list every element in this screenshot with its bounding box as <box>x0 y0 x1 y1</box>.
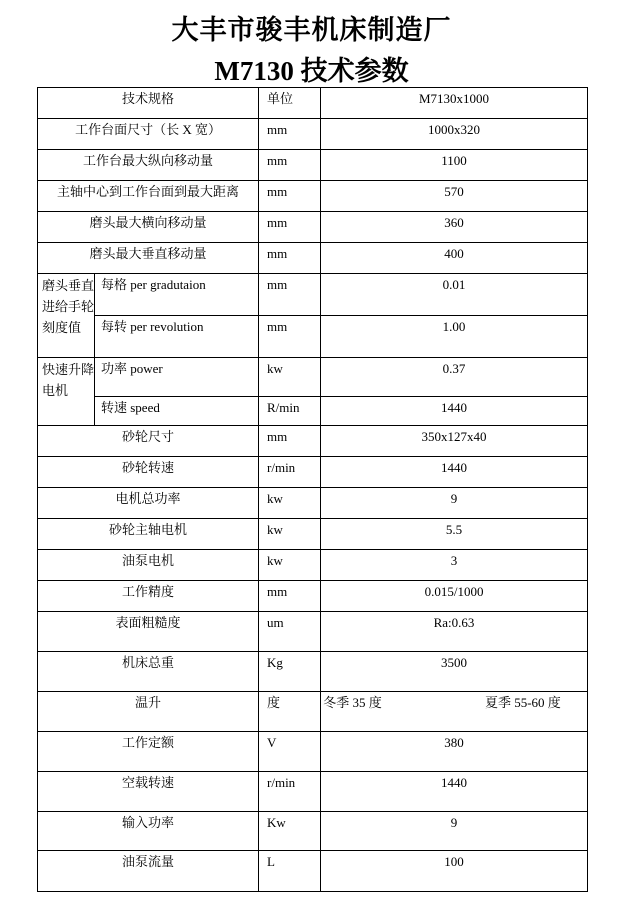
spec-table <box>37 87 588 892</box>
unit-cell: Kw <box>259 812 321 851</box>
unit-cell: R/min <box>259 397 321 426</box>
table-row <box>38 119 588 150</box>
value-cell: 380 <box>321 732 588 772</box>
value-cell: 0.01 <box>321 274 588 316</box>
value-cell: 0.37 <box>321 358 588 397</box>
value-cell: 1440 <box>321 457 588 488</box>
company-name: 大丰市骏丰机床制造厂 <box>171 15 452 45</box>
value-cell: 350x127x40 <box>321 426 588 457</box>
header-value: M7130x1000 <box>321 88 588 119</box>
table-row <box>38 488 588 519</box>
unit-cell: mm <box>259 150 321 181</box>
param-cell: 砂轮转速 <box>38 457 259 488</box>
table-row <box>38 181 588 212</box>
table-row <box>38 812 588 851</box>
value-cell <box>321 692 588 732</box>
table-row <box>38 851 588 892</box>
table-row <box>38 426 588 457</box>
unit-cell: V <box>259 732 321 772</box>
unit-cell: Kg <box>259 652 321 692</box>
header-param: 技术规格 <box>38 88 259 119</box>
value-cell: 0.015/1000 <box>321 581 588 612</box>
value-cell: 5.5 <box>321 519 588 550</box>
table-row <box>38 581 588 612</box>
value-cell: 1440 <box>321 397 588 426</box>
unit-cell: kw <box>259 519 321 550</box>
value-cell: 400 <box>321 243 588 274</box>
param-cell: 油泵电机 <box>38 550 259 581</box>
table-row <box>38 316 588 358</box>
param-cell: 工作台最大纵向移动量 <box>38 150 259 181</box>
value-cell: 1000x320 <box>321 119 588 150</box>
table-row <box>38 652 588 692</box>
table-row <box>38 212 588 243</box>
value-cell: Ra:0.63 <box>321 612 588 652</box>
unit-cell: r/min <box>259 772 321 812</box>
param-cell: 工作精度 <box>38 581 259 612</box>
param-cell: 主轴中心到工作台面到最大距离 <box>38 181 259 212</box>
table-row <box>38 612 588 652</box>
unit-cell: kw <box>259 358 321 397</box>
unit-cell: mm <box>259 119 321 150</box>
param-cell: 机床总重 <box>38 652 259 692</box>
unit-cell: mm <box>259 212 321 243</box>
table-row <box>38 243 588 274</box>
param-cell: 每转 per revolution <box>95 316 259 358</box>
table-row <box>38 397 588 426</box>
table-row <box>38 358 588 397</box>
summer-value: 夏季 55-60 度 <box>484 695 561 710</box>
param-cell: 输入功率 <box>38 812 259 851</box>
param-cell: 表面粗糙度 <box>38 612 259 652</box>
unit-cell: kw <box>259 488 321 519</box>
table-header-row <box>38 88 588 119</box>
param-cell: 砂轮尺寸 <box>38 426 259 457</box>
value-cell: 9 <box>321 488 588 519</box>
param-cell: 工作台面尺寸（长 X 宽） <box>38 119 259 150</box>
param-cell: 功率 power <box>95 358 259 397</box>
motor-group-label: 快速升降电机 <box>38 358 95 426</box>
param-cell: 磨头最大横向移动量 <box>38 212 259 243</box>
handwheel-group-label: 磨头垂直进给手轮刻度值 <box>38 274 95 358</box>
param-cell: 工作定额 <box>38 732 259 772</box>
table-row <box>38 150 588 181</box>
header-unit: 单位 <box>259 88 321 119</box>
unit-cell: L <box>259 851 321 892</box>
param-cell: 油泵流量 <box>38 851 259 892</box>
unit-cell: mm <box>259 243 321 274</box>
param-cell: 空载转速 <box>38 772 259 812</box>
value-cell: 100 <box>321 851 588 892</box>
param-cell: 温升 <box>38 692 259 732</box>
value-cell: 3 <box>321 550 588 581</box>
param-cell: 转速 speed <box>95 397 259 426</box>
table-row <box>38 457 588 488</box>
table-row <box>38 732 588 772</box>
param-cell: 电机总功率 <box>38 488 259 519</box>
table-row <box>38 772 588 812</box>
unit-cell: mm <box>259 426 321 457</box>
param-cell: 砂轮主轴电机 <box>38 519 259 550</box>
table-row <box>38 550 588 581</box>
unit-cell: mm <box>259 581 321 612</box>
unit-cell: mm <box>259 316 321 358</box>
unit-cell: mm <box>259 274 321 316</box>
table-row <box>38 692 588 732</box>
param-cell: 每格 per gradutaion <box>95 274 259 316</box>
value-cell: 570 <box>321 181 588 212</box>
value-cell: 9 <box>321 812 588 851</box>
value-cell: 1100 <box>321 150 588 181</box>
document-title: M7130 技术参数 <box>214 56 409 86</box>
unit-cell: mm <box>259 181 321 212</box>
value-cell: 360 <box>321 212 588 243</box>
value-cell: 1.00 <box>321 316 588 358</box>
unit-cell: 度 <box>259 692 321 732</box>
winter-value: 冬季 35 度 <box>323 695 382 710</box>
unit-cell: um <box>259 612 321 652</box>
table-row <box>38 274 588 316</box>
value-cell: 1440 <box>321 772 588 812</box>
table-row <box>38 519 588 550</box>
value-cell: 3500 <box>321 652 588 692</box>
param-cell: 磨头最大垂直移动量 <box>38 243 259 274</box>
unit-cell: r/min <box>259 457 321 488</box>
unit-cell: kw <box>259 550 321 581</box>
